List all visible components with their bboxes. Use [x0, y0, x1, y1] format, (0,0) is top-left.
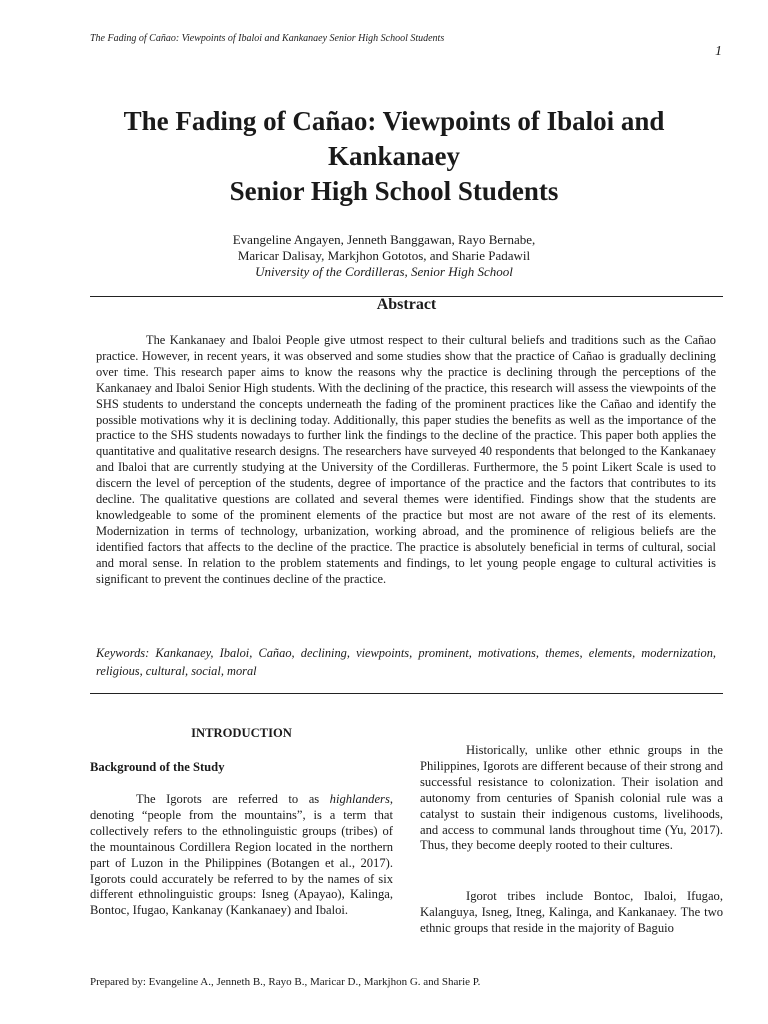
abstract-heading: Abstract: [376, 296, 437, 313]
highlanders-term: highlanders: [329, 792, 390, 806]
abstract-body: The Kankanaey and Ibaloi People give utmost respect to their cultural beliefs and traditions such as the Cañao practice. However, in recent years, it was observed and some studies show that the practice of Cañao is gradually declining over time. This research paper aims to know the reasons why the practice is declining through the perceptions of the Kankanaey and Ibaloi Senior High students. With the declining of the practice, this research will assess the viewpoints of the SHS students to understand the concepts underneath the fading of the prominent practices like the Cañao and identify the possible motivations why it is declining today. Additionally, this paper studies the benefits as well as the importance of the practice to the SHS students nowadays to further link the findings to the decline of the practice. This paper both applies the quantitative and qualitative research designs. The researchers have surveyed 40 respondents that belonged to the Kankanaey and Ibaloi that are currently studying at the University of the Cordilleras. Furthermore, the 5 point Likert Scale is used to discern the level of perception of the students, degree of importance of the practice and the factors that contributes to its decline. The qualitative questions are collated and several themes were identified. Findings show that the students are knowledgeable to some of the prominent elements of the practice but most are not aware of the rest of its elements. Modernization in terms of technology, urbanization, working abroad, and the prominence of religious beliefs are the identified factors that affects to the decline of the practice. The practice is absolutely beneficial in terms of cultural, social and moral sense. In relation to the problem statements and findings, to let young people engage to cultural activities is significant to prevent the continues decline of the practice.: [96, 333, 716, 586]
affiliation: University of the Cordilleras, Senior High School: [255, 264, 513, 279]
left-column-paragraph: [90, 792, 393, 919]
left-paragraph-start: The Igorots are referred to as: [136, 792, 330, 806]
introduction-heading: INTRODUCTION: [191, 726, 292, 740]
right-column-paragraph-2: Igorot tribes include Bontoc, Ibaloi, Ifugao, Kalanguya, Isneg, Itneg, Kalinga, and Kankanaey. The two ethnic groups that reside in the majority of Baguio: [420, 889, 723, 935]
authors-line-1: Evangeline Angayen, Jenneth Banggawan, Rayo Bernabe,: [232, 232, 536, 247]
abstract-bottom-rule: [90, 693, 723, 694]
title-line-1: The Fading of Cañao: Viewpoints of Ibaloi and: [123, 106, 665, 136]
page-footer: Prepared by: Evangeline A., Jenneth B., Rayo B., Maricar D., Markjhon G. and Sharie P.: [90, 976, 481, 988]
running-head: The Fading of Cañao: Viewpoints of Ibaloi and Kankanaey Senior High School Students: [90, 33, 445, 44]
authors-line-2: Maricar Dalisay, Markjhon Gototos, and Sharie Padawil: [237, 248, 531, 263]
page-number: 1: [715, 44, 722, 59]
title-line-3: Senior High School Students: [229, 176, 559, 206]
keywords: Keywords: Kankanaey, Ibaloi, Cañao, declining, viewpoints, prominent, motivations, themes, elements, modernization, religious, cultural, social, moral: [96, 646, 716, 678]
background-heading: Background of the Study: [90, 760, 225, 774]
paper-title: [40, 104, 748, 209]
author-block: [90, 232, 678, 280]
left-paragraph-end: , denoting “people from the mountains”, is a term that collectively refers to the ethnolinguistic groups (tribes) of the mountainous Cordillera Region located in the northern part of Luzon in the Philippines (Botangen et al., 2017). Igorots could accurately be referred to by the names of six different ethnolinguistic groups: Isneg (Apayao), Kalinga, Bontoc, Ifugao, Kankanay (Kankanaey) and Ibaloi.: [90, 792, 393, 918]
right-column-paragraph-1: Historically, unlike other ethnic groups in the Philippines, Igorots are different because of their strong and successful resistance to colonization. Their isolation and autonomy from centuries of Spanish colonial rule was a catalyst to sustain their indigenous customs, livelihoods, and access to communal lands throughout time (Yu, 2017). Thus, they become deeply rooted to their cultures.: [420, 743, 723, 853]
title-line-2: Kankanaey: [327, 141, 461, 171]
